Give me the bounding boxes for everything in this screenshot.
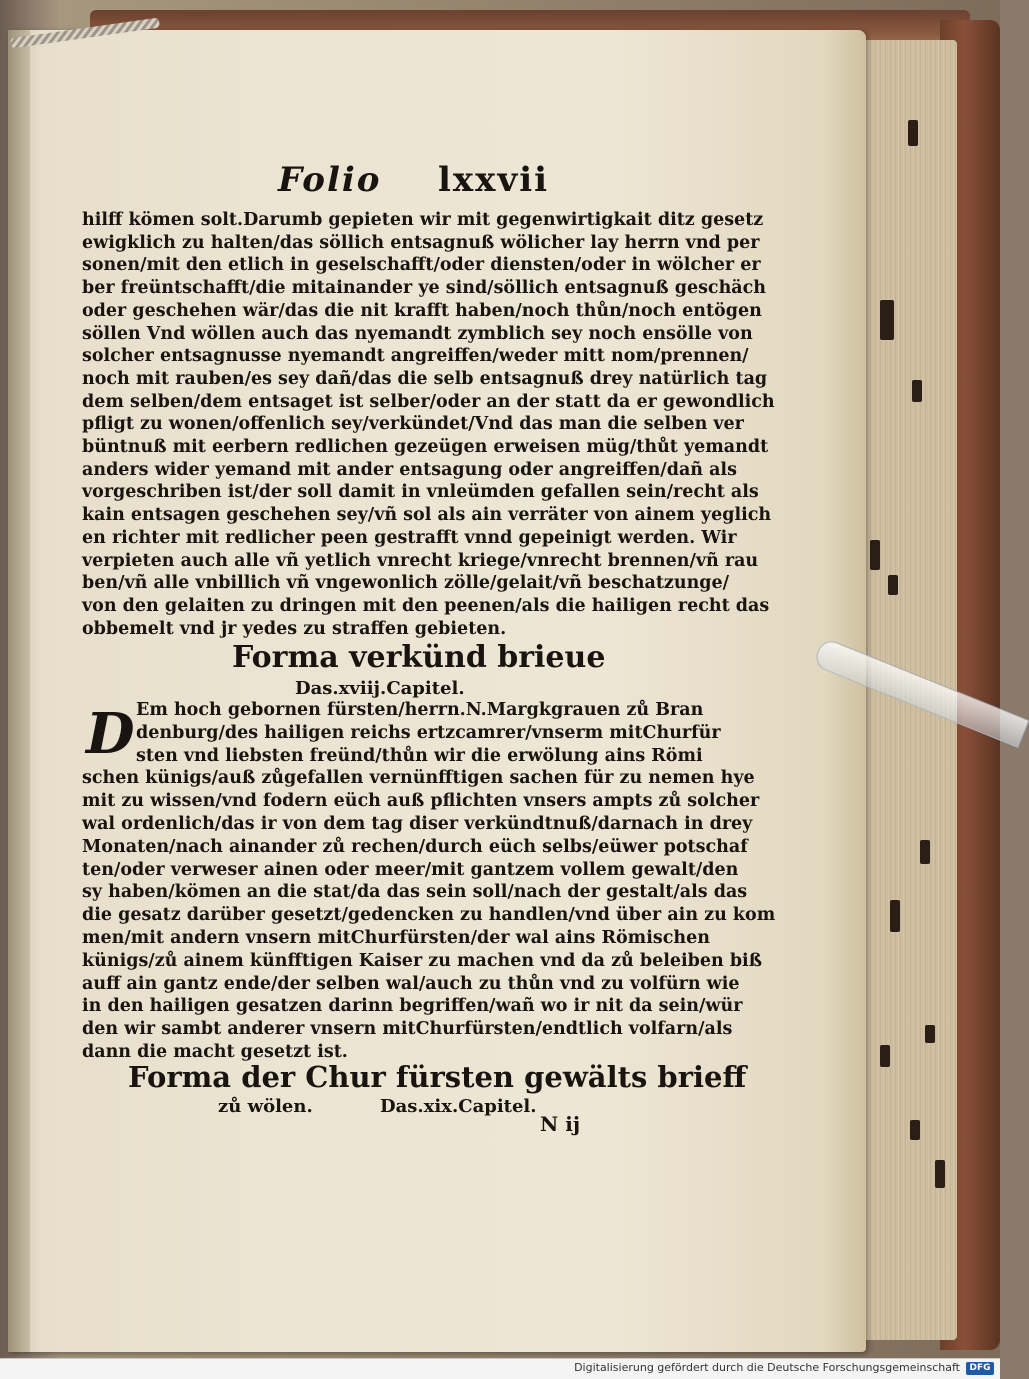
text-line: den wir sambt anderer vnsern mitChurfürsten/endtlich volfarn/als (82, 1019, 733, 1040)
text-line: solcher entsagnusse nyemandt angreiffen/weder mitt nom/prennen/ (82, 346, 749, 367)
text-line: kain entsagen geschehen sey/vñ sol als ain verräter von ainem yeglich (82, 505, 772, 526)
text-line: denburg/des hailigen reichs ertzcamrer/vnserm mitChurfür (136, 722, 721, 743)
folio-number: lxxvii (438, 160, 550, 200)
index-tab (912, 380, 922, 402)
dfg-logo: DFG (966, 1362, 994, 1375)
page-gutter (8, 30, 30, 1352)
signature-mark: N ij (540, 1112, 581, 1136)
index-tab (908, 120, 918, 146)
section-title-forma-churfuersten: Forma der Chur fürsten gewälts brieff (128, 1060, 747, 1094)
text-line: sy haben/kömen an die stat/da das sein soll/nach der gestalt/als das (82, 882, 748, 903)
text-line: sonen/mit den etlich in geselschafft/oder diensten/oder in wölcher er (82, 255, 761, 276)
text-line: en richter mit redlicher peen gestrafft vnnd gepeinigt werden. Wir (82, 527, 737, 548)
index-tab (920, 840, 930, 864)
text-line: söllen Vnd wöllen auch das nyemandt zymblich sey noch ensölle von (82, 323, 753, 344)
index-tab (870, 540, 880, 570)
text-line: ber freüntschafft/die mitainander ye sind/söllich entsagnuß geschäch (82, 278, 767, 299)
page-header (278, 160, 578, 204)
text-line: hilff kömen solt.Darumb gepieten wir mit gegenwirtigkait ditz gesetz (82, 210, 764, 230)
text-line: in den hailigen gesatzen darinn begriffen/wañ wo ir nit da sein/wür (82, 996, 743, 1017)
footer-bar (0, 1358, 1000, 1379)
drop-initial: D (86, 701, 135, 767)
text-line: anders wider yemand mit ander entsagung oder angreiffen/dañ als (82, 459, 737, 480)
text-line: pfligt zu wonen/offenlich sey/verkündet/Vnd das man die selben ver (82, 414, 744, 435)
text-line: sten vnd liebsten freünd/thůn wir die erwölung ains Römi (136, 745, 703, 766)
text-line: dann die macht gesetzt ist. (82, 1042, 348, 1062)
text-line: büntnuß mit eerbern redlichen gezeügen erweisen müg/thůt yemandt (82, 437, 769, 457)
text-line: auff ain gantz ende/der selben wal/auch zu thůn vnd zu volfürn wie (82, 973, 740, 994)
text-line: von den gelaiten zu dringen mit den peenen/als die hailigen recht das (82, 595, 770, 616)
folio-label: Folio (278, 160, 382, 200)
text-line: oder geschehen wär/das die nit krafft haben/noch thůn/noch entögen (82, 300, 762, 321)
section-subtitle: zů wölen. (218, 1096, 313, 1117)
index-tab (890, 900, 900, 932)
text-line: die gesatz darüber gesetzt/gedencken zu handlen/vnd über ain zu kom (82, 905, 776, 926)
index-tab (910, 1120, 920, 1140)
text-line: schen künigs/auß zůgefallen vernünfftigen sachen für zu nemen hye (82, 768, 755, 789)
text-line: wal ordenlich/das ir von dem tag diser verkündtnuß/darnach in drey (82, 814, 753, 834)
text-line: vorgeschriben ist/der soll damit in vnleümden gefallen sein/recht als (82, 482, 759, 503)
text-line: Em hoch gebornen fürsten/herrn.N.Margkgrauen zů Bran (136, 700, 704, 720)
text-line: ewigklich zu halten/das söllich entsagnuß wölicher lay herrn vnd per (82, 232, 760, 253)
chapter-heading-19: Das.xix.Capitel. (380, 1096, 537, 1117)
text-line: ben/vñ alle vnbillich vñ vngewonlich zölle/gelait/vñ beschatzunge/ (82, 573, 730, 594)
text-line: ten/oder verweser ainen oder meer/mit gantzem vollem gewalt/den (82, 859, 739, 880)
text-line: verpieten auch alle vñ yetlich vnrecht kriege/vnrecht brennen/vñ rau (82, 550, 759, 571)
index-tab (935, 1160, 945, 1188)
index-tab (888, 575, 898, 595)
text-line: obbemelt vnd jr yedes zu straffen gebieten. (82, 618, 507, 639)
text-line: Monaten/nach ainander zů rechen/durch eüch selbs/eüwer potschaf (82, 836, 748, 857)
text-line: dem selben/dem entsaget ist selber/oder an der statt da er gewondlich (82, 391, 775, 412)
section-title-forma-verkuend: Forma verkünd brieue (232, 640, 606, 675)
index-tab (880, 1045, 890, 1067)
footer-credit: Digitalisierung gefördert durch die Deutsche Forschungsgemeinschaft (574, 1361, 960, 1374)
index-tab (925, 1025, 935, 1043)
text-line: mit zu wissen/vnd fodern eüch auß pflichten vnsers ampts zů solcher (82, 791, 760, 812)
text-line: noch mit rauben/es sey dañ/das die selb entsagnuß drey natürlich tag (82, 368, 768, 389)
text-line: men/mit andern vnsern mitChurfürsten/der wal ains Römischen (82, 928, 710, 948)
text-line: künigs/zů ainem künfftigen Kaiser zu machen vnd da zů beleiben biß (82, 950, 763, 971)
index-tab (880, 300, 894, 340)
chapter-heading-18: Das.xviij.Capitel. (295, 678, 465, 699)
